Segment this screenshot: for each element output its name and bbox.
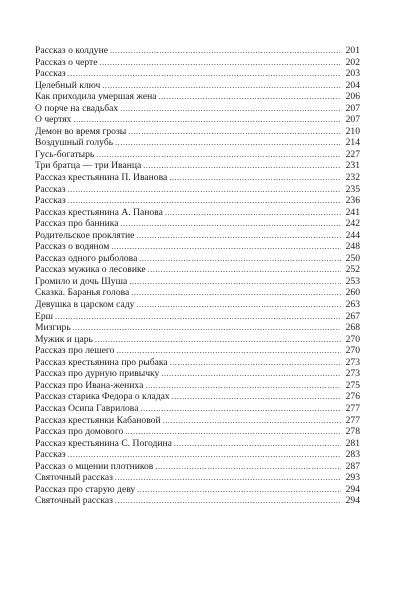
dot-leader [68, 195, 341, 207]
toc-entry-title: Громило и дочь Шуша [35, 275, 128, 287]
toc-entry-title: Святочный рассказ [35, 472, 113, 484]
dot-leader [137, 484, 341, 496]
dot-leader [169, 172, 341, 184]
dot-leader [95, 334, 341, 346]
toc-entry-title: Рассказ [35, 195, 66, 207]
dot-leader [96, 149, 341, 161]
dot-leader [115, 472, 341, 484]
dot-leader [136, 299, 341, 311]
toc-entry-page-number: 204 [345, 79, 360, 91]
table-of-contents [35, 45, 360, 507]
toc-entry [35, 57, 360, 69]
toc-entry-page-number: 267 [345, 310, 360, 322]
toc-entry-title: Три братца — три Иванца [35, 160, 142, 172]
toc-entry-title: Рассказ про лешего [35, 345, 115, 357]
dot-leader [68, 68, 341, 80]
dot-leader [68, 184, 341, 196]
toc-entry-page-number: 252 [345, 264, 360, 276]
dot-leader [125, 426, 341, 438]
toc-entry-title: Рассказ крестьянина А. Панова [35, 206, 163, 218]
toc-entry-page-number: 276 [345, 391, 360, 403]
dot-leader [172, 391, 341, 403]
dot-leader [68, 449, 341, 461]
dot-leader [163, 415, 341, 427]
toc-entry [35, 322, 360, 334]
toc-entry [35, 391, 360, 403]
toc-entry-page-number: 242 [345, 218, 360, 230]
toc-entry-title: Рассказ о водяном [35, 241, 110, 253]
toc-entry-title: Рассказ одного рыболова [35, 252, 138, 264]
toc-entry-title: Рассказ про старую деву [35, 483, 136, 495]
toc-entry [35, 218, 360, 230]
toc-entry [35, 334, 360, 346]
dot-leader [115, 137, 341, 149]
toc-entry [35, 403, 360, 415]
toc-entry-page-number: 281 [345, 437, 360, 449]
toc-entry-page-number: 275 [345, 379, 360, 391]
toc-entry-title: Родительское проклятие [35, 229, 135, 241]
toc-entry-title: Рассказ [35, 449, 66, 461]
dot-leader [102, 80, 341, 92]
toc-entry-page-number: 210 [345, 125, 360, 137]
toc-entry-title: Рассказ о черте [35, 56, 98, 68]
dot-leader [148, 264, 341, 276]
toc-entry-page-number: 287 [345, 460, 360, 472]
dot-leader [55, 311, 341, 323]
dot-leader [73, 114, 341, 126]
toc-entry-page-number: 203 [345, 68, 360, 80]
dot-leader [111, 241, 341, 253]
toc-entry-page-number: 227 [345, 148, 360, 160]
toc-entry-title: Рассказ [35, 183, 66, 195]
toc-entry [35, 287, 360, 299]
toc-entry [35, 137, 360, 149]
dot-leader [131, 287, 341, 299]
toc-entry-page-number: 294 [345, 483, 360, 495]
toc-entry [35, 184, 360, 196]
dot-leader [155, 461, 341, 473]
toc-entry [35, 276, 360, 288]
toc-entry-page-number: 232 [345, 172, 360, 184]
toc-entry-title: Гусь-богатырь [35, 148, 95, 160]
toc-entry-page-number: 293 [345, 472, 360, 484]
toc-entry-page-number: 201 [345, 45, 360, 56]
toc-entry-title: Мизгирь [35, 322, 71, 334]
toc-entry-title: Рассказ [35, 68, 66, 80]
dot-leader [161, 368, 341, 380]
toc-entry-title: О чертях [35, 114, 72, 126]
toc-entry-title: Рассказ крестьянина про рыбака [35, 356, 168, 368]
toc-entry-page-number: 294 [345, 495, 360, 507]
toc-entry-page-number: 202 [345, 56, 360, 68]
toc-entry [35, 415, 360, 427]
toc-entry-page-number: 270 [345, 345, 360, 357]
toc-entry-title: Рассказ крестьянина П. Иванова [35, 172, 168, 184]
toc-entry-page-number: 207 [345, 114, 360, 126]
toc-entry [35, 357, 360, 369]
dot-leader [116, 345, 341, 357]
toc-entry [35, 484, 360, 496]
dot-leader [139, 253, 341, 265]
toc-entry-page-number: 248 [345, 241, 360, 253]
toc-entry-page-number: 241 [345, 206, 360, 218]
toc-entry [35, 380, 360, 392]
toc-entry-page-number: 214 [345, 137, 360, 149]
toc-entry-page-number: 283 [345, 449, 360, 461]
toc-entry [35, 80, 360, 92]
toc-entry-title: Демон во время грозы [35, 125, 127, 137]
toc-entry-title: Рассказ про Ивана-жениха [35, 379, 144, 391]
toc-entry-title: Рассказ крестьянина С. Погодина [35, 437, 172, 449]
toc-entry-page-number: 235 [345, 183, 360, 195]
toc-entry-title: Рассказ про домового [35, 426, 124, 438]
toc-entry-title: Девушка в царском саду [35, 299, 135, 311]
toc-entry-page-number: 244 [345, 229, 360, 241]
dot-leader [110, 45, 341, 57]
toc-entry [35, 495, 360, 507]
toc-entry [35, 241, 360, 253]
dot-leader [120, 103, 341, 115]
dot-leader [99, 57, 341, 69]
toc-entry-title: Рассказ Осипа Гаврилова [35, 402, 139, 414]
toc-entry-title: Рассказ о мщении плотников [35, 460, 154, 472]
dot-leader [140, 403, 341, 415]
toc-entry-page-number: 250 [345, 252, 360, 264]
toc-entry-title: Как приходила умершая жена [35, 91, 157, 103]
toc-entry-title: Воздушный голубь [35, 137, 114, 149]
toc-entry-title: Сказка. Баранья голова [35, 287, 130, 299]
toc-entry [35, 345, 360, 357]
dot-leader [73, 322, 341, 334]
toc-entry [35, 368, 360, 380]
dot-leader [174, 438, 341, 450]
toc-entry-page-number: 277 [345, 402, 360, 414]
toc-entry-page-number: 273 [345, 368, 360, 380]
toc-entry-page-number: 231 [345, 160, 360, 172]
toc-entry [35, 426, 360, 438]
toc-entry [35, 472, 360, 484]
toc-entry-title: Рассказ крестьянки Кабановой [35, 414, 161, 426]
toc-entry [35, 438, 360, 450]
toc-entry [35, 253, 360, 265]
toc-entry-title: Ерш [35, 310, 54, 322]
toc-entry-page-number: 270 [345, 333, 360, 345]
toc-entry-title: Рассказ про банника [35, 218, 119, 230]
toc-entry [35, 45, 360, 57]
toc-entry-title: Рассказ о колдуне [35, 45, 108, 56]
toc-entry-page-number: 253 [345, 275, 360, 287]
toc-entry-title: Мужик и царь [35, 333, 93, 345]
toc-entry-page-number: 277 [345, 414, 360, 426]
toc-entry [35, 103, 360, 115]
dot-leader [128, 126, 341, 138]
dot-leader [121, 218, 341, 230]
dot-leader [136, 230, 341, 242]
toc-entry-page-number: 260 [345, 287, 360, 299]
toc-entry [35, 195, 360, 207]
toc-entry-page-number: 273 [345, 356, 360, 368]
dot-leader [170, 357, 341, 369]
toc-entry [35, 149, 360, 161]
toc-entry [35, 461, 360, 473]
toc-entry [35, 230, 360, 242]
toc-entry [35, 160, 360, 172]
toc-entry [35, 172, 360, 184]
toc-entry-title: О порче на свадьбах [35, 102, 119, 114]
toc-entry [35, 264, 360, 276]
toc-entry-page-number: 263 [345, 299, 360, 311]
dot-leader [158, 91, 341, 103]
toc-entry-title: Целебный ключ [35, 79, 101, 91]
toc-entry-title: Рассказ старика Федора о кладах [35, 391, 170, 403]
dot-leader [143, 160, 341, 172]
toc-entry [35, 449, 360, 461]
toc-entry [35, 126, 360, 138]
toc-entry-page-number: 206 [345, 91, 360, 103]
toc-entry [35, 311, 360, 323]
toc-entry-page-number: 207 [345, 102, 360, 114]
toc-entry-page-number: 236 [345, 195, 360, 207]
toc-entry-title: Рассказ мужика о лесовике [35, 264, 146, 276]
dot-leader [165, 207, 341, 219]
toc-entry [35, 299, 360, 311]
toc-entry [35, 207, 360, 219]
toc-entry-title: Рассказ про дурную привычку [35, 368, 160, 380]
toc-entry-title: Святочный рассказ [35, 495, 113, 507]
toc-entry [35, 114, 360, 126]
dot-leader [115, 495, 341, 507]
toc-entry [35, 68, 360, 80]
toc-entry-page-number: 278 [345, 426, 360, 438]
toc-entry [35, 91, 360, 103]
toc-entry-page-number: 268 [345, 322, 360, 334]
dot-leader [145, 380, 341, 392]
dot-leader [129, 276, 341, 288]
